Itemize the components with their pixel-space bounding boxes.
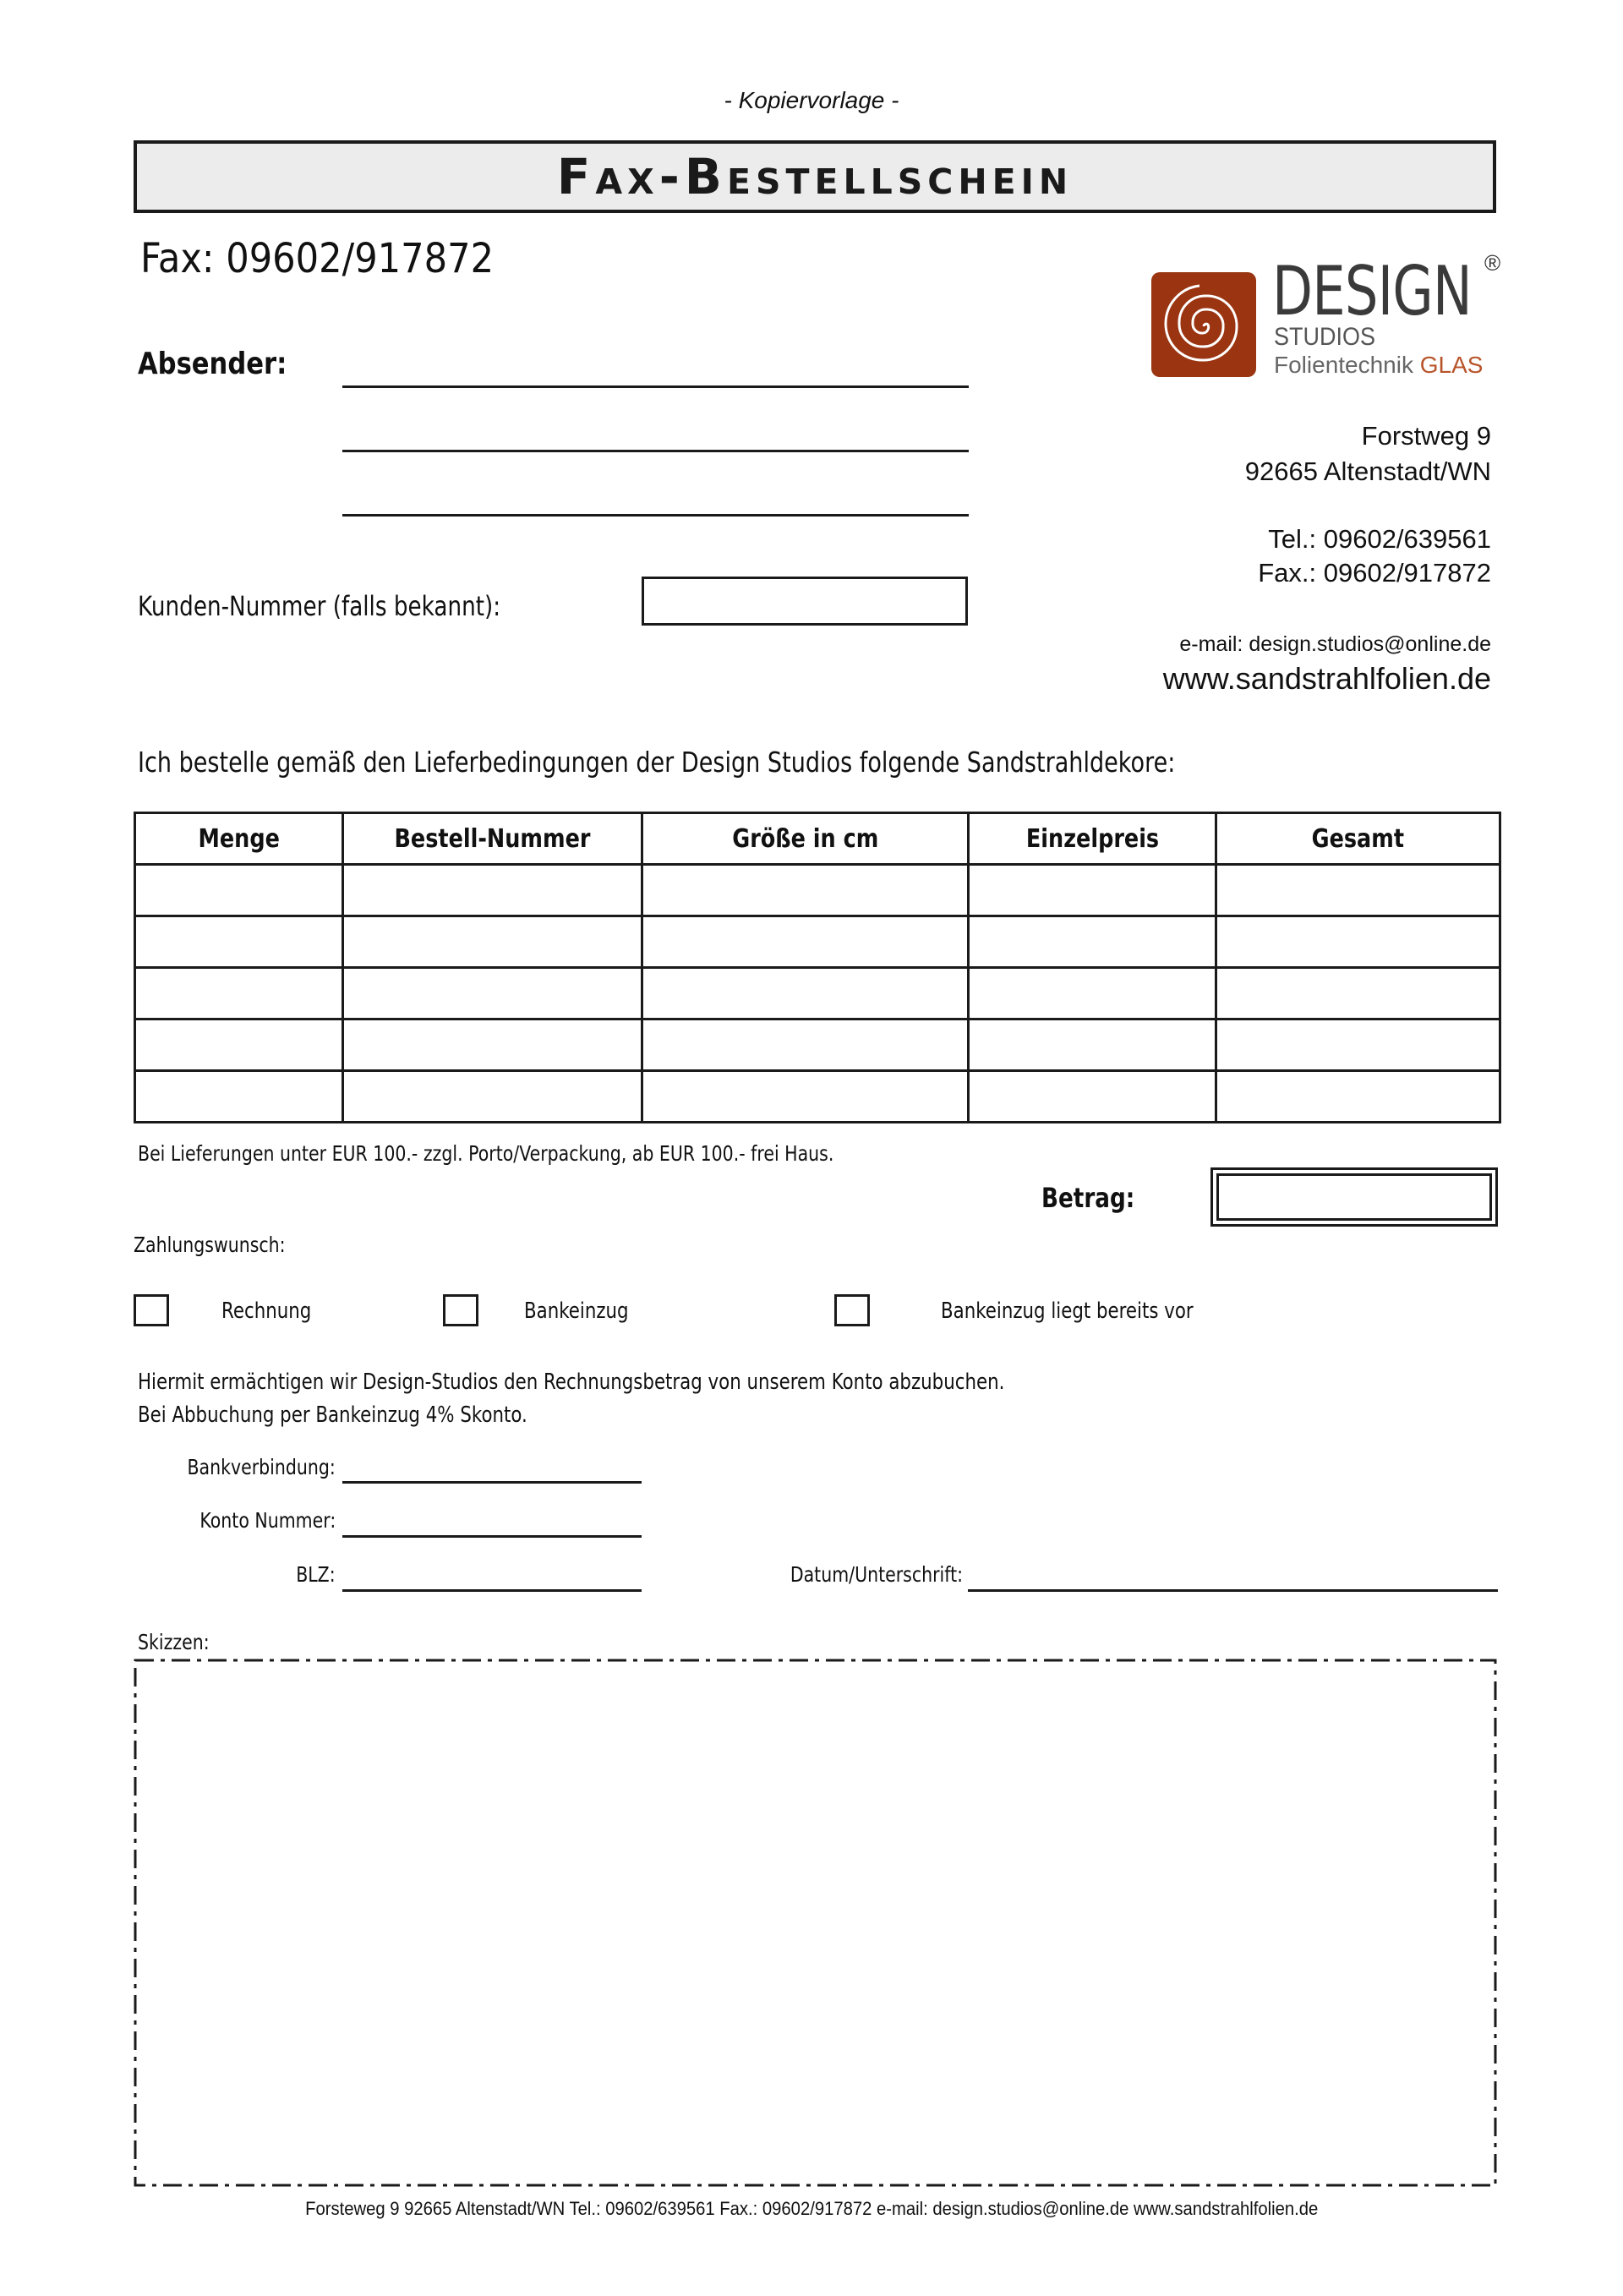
copy-template-note: - Kopiervorlage -: [724, 87, 899, 113]
cell-unit-price[interactable]: [969, 865, 1216, 916]
table-row: [135, 865, 1500, 916]
cell-quantity[interactable]: [135, 1020, 343, 1071]
blz-field[interactable]: [342, 1589, 642, 1592]
option-label-invoice: Rechnung: [221, 1298, 312, 1324]
table-row: [135, 916, 1500, 968]
company-fax: Fax.: 09602/917872: [1258, 558, 1491, 588]
amount-label: Betrag:: [1041, 1182, 1135, 1214]
bank-field[interactable]: [342, 1481, 642, 1484]
checkbox-invoice[interactable]: [134, 1294, 169, 1326]
sender-label: Absender:: [138, 347, 287, 381]
cell-order-number[interactable]: [343, 865, 642, 916]
cell-total[interactable]: [1216, 968, 1500, 1020]
sketch-area[interactable]: [134, 1659, 1497, 2187]
company-street: Forstweg 9: [1361, 421, 1491, 451]
column-header-unit-price: Einzelpreis: [969, 813, 1216, 865]
spiral-logo-icon: [1151, 272, 1256, 377]
date-signature-field[interactable]: [968, 1589, 1498, 1592]
logo-tagline-main: Folientechnik: [1274, 352, 1420, 378]
page-footer: Forsteweg 9 92665 Altenstadt/WN Tel.: 09602/639561 Fax.: 09602/917872 e-mail: design.studios@online.de www.sandstrahlfolien.de: [304, 2198, 1319, 2219]
order-intro-text: Ich bestelle gemäß den Lieferbedingungen der Design Studios folgende Sandstrahldekore:: [138, 746, 1176, 779]
checkbox-direct-debit-existing[interactable]: [834, 1294, 870, 1326]
order-table: [134, 812, 1501, 1123]
cell-unit-price[interactable]: [969, 916, 1216, 968]
cell-size[interactable]: [642, 1071, 969, 1123]
company-tel: Tel.: 09602/639561: [1268, 524, 1491, 554]
logo-tagline-accent: GLAS: [1419, 352, 1484, 378]
table-row: [135, 1020, 1500, 1071]
shipping-note: Bei Lieferungen unter EUR 100.- zzgl. Porto/Verpackung, ab EUR 100.- frei Haus.: [138, 1141, 834, 1166]
cell-size[interactable]: [642, 968, 969, 1020]
table-row: [135, 968, 1500, 1020]
column-header-total: Gesamt: [1216, 813, 1500, 865]
cell-total[interactable]: [1216, 865, 1500, 916]
column-header-quantity: Menge: [135, 813, 343, 865]
authorization-text: Hiermit ermächtigen wir Design-Studios den Rechnungsbetrag von unserem Konto abzubuchen.: [138, 1369, 1005, 1395]
cell-total[interactable]: [1216, 1020, 1500, 1071]
cell-quantity[interactable]: [135, 916, 343, 968]
discount-text: Bei Abbuchung per Bankeinzug 4% Skonto.: [138, 1402, 527, 1428]
column-header-order-number: Bestell-Nummer: [343, 813, 642, 865]
column-header-size: Größe in cm: [642, 813, 969, 865]
account-number-field[interactable]: [342, 1535, 642, 1538]
cell-quantity[interactable]: [135, 968, 343, 1020]
cell-size[interactable]: [642, 865, 969, 916]
order-table-header: [135, 813, 1500, 865]
account-number-label: Konto Nummer:: [199, 1508, 336, 1533]
date-signature-label: Datum/Unterschrift:: [790, 1562, 963, 1587]
company-website[interactable]: www.sandstrahlfolien.de: [1162, 661, 1491, 696]
logo-wordmark-studios: STUDIOS: [1274, 323, 1376, 351]
company-email[interactable]: e-mail: design.studios@online.de: [1179, 632, 1491, 656]
logo-tagline: [1274, 352, 1483, 379]
sender-line-3[interactable]: [342, 514, 969, 517]
checkbox-direct-debit[interactable]: [443, 1294, 478, 1326]
bank-label: Bankverbindung:: [187, 1455, 336, 1479]
option-label-direct-debit-existing: Bankeinzug liegt bereits vor: [941, 1298, 1194, 1324]
cell-unit-price[interactable]: [969, 1020, 1216, 1071]
company-city: 92665 Altenstadt/WN: [1244, 456, 1491, 486]
cell-size[interactable]: [642, 916, 969, 968]
cell-order-number[interactable]: [343, 1020, 642, 1071]
payment-preference-label: Zahlungswunsch:: [134, 1233, 286, 1257]
cell-quantity[interactable]: [135, 865, 343, 916]
amount-field[interactable]: [1210, 1167, 1498, 1227]
table-row: [135, 1071, 1500, 1123]
logo-wordmark-design: DESIGN: [1272, 252, 1472, 331]
customer-number-label: Kunden-Nummer (falls bekannt):: [138, 590, 501, 622]
cell-total[interactable]: [1216, 916, 1500, 968]
cell-order-number[interactable]: [343, 916, 642, 968]
cell-unit-price[interactable]: [969, 968, 1216, 1020]
blz-label: BLZ:: [296, 1562, 336, 1587]
customer-number-field[interactable]: [642, 577, 968, 626]
option-label-direct-debit: Bankeinzug: [524, 1298, 629, 1324]
sender-line-1[interactable]: [342, 385, 969, 388]
registered-mark: ®: [1484, 250, 1501, 276]
cell-size[interactable]: [642, 1020, 969, 1071]
sender-line-2[interactable]: [342, 450, 969, 452]
form-title: Fax-Bestellschein: [556, 148, 1074, 205]
amount-field-inner[interactable]: [1216, 1173, 1492, 1221]
cell-order-number[interactable]: [343, 968, 642, 1020]
sketch-label: Skizzen:: [138, 1630, 210, 1654]
cell-unit-price[interactable]: [969, 1071, 1216, 1123]
form-title-box: [134, 140, 1496, 213]
cell-total[interactable]: [1216, 1071, 1500, 1123]
fax-number-heading: Fax: 09602/917872: [140, 235, 495, 282]
cell-order-number[interactable]: [343, 1071, 642, 1123]
cell-quantity[interactable]: [135, 1071, 343, 1123]
